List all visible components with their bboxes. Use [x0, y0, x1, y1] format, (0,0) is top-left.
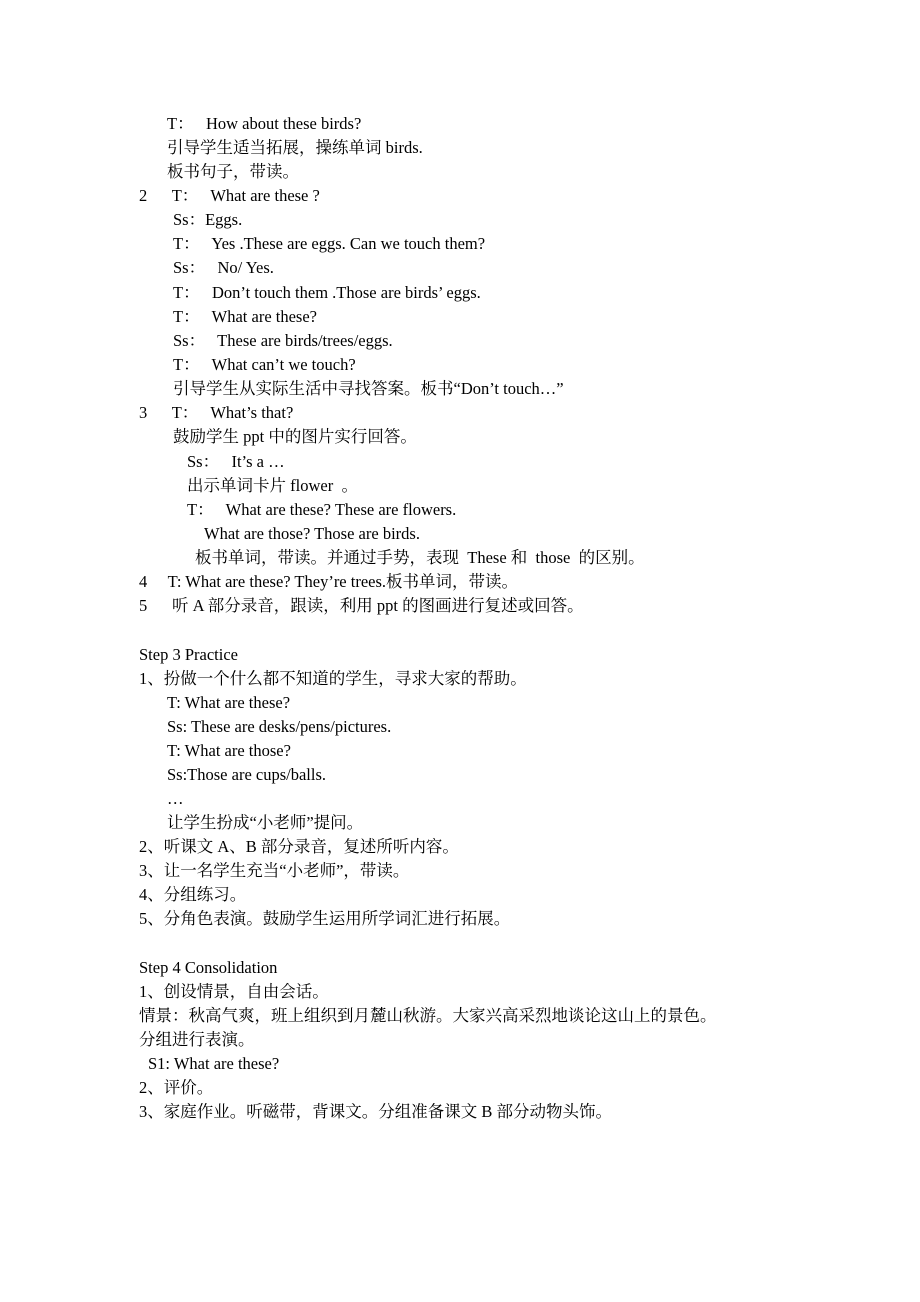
- numbered-item: 2 T： What are these ?: [139, 186, 320, 205]
- section-heading: Step 4 Consolidation: [139, 958, 278, 977]
- numbered-item: 3、家庭作业。听磁带，背课文。分组准备课文 B 部分动物头饰。: [139, 1102, 613, 1121]
- numbered-item: 2、评价。: [139, 1078, 214, 1097]
- instruction-line: 板书句子，带读。: [167, 162, 299, 181]
- instruction-line: 让学生扮成“小老师”提问。: [167, 813, 364, 832]
- dialogue-line: T: What are these?: [167, 693, 291, 712]
- numbered-item: 5、分角色表演。鼓励学生运用所学词汇进行拓展。: [139, 909, 511, 928]
- instruction-line: 板书单词，带读。并通过手势，表现 These 和 those 的区别。: [195, 548, 645, 567]
- numbered-item: 4、分组练习。: [139, 885, 247, 904]
- dialogue-line: What are those? Those are birds.: [204, 524, 420, 543]
- instruction-line: 引导学生适当拓展，操练单词 birds.: [167, 138, 423, 157]
- scenario-line: 情景：秋高气爽，班上组织到月麓山秋游。大家兴高采烈地谈论这山上的景色。: [139, 1006, 717, 1025]
- numbered-item: 5 听 A 部分录音，跟读，利用 ppt 的图画进行复述或回答。: [139, 596, 584, 615]
- numbered-item: 4 T: What are these? They’re trees.板书单词，带读。: [139, 572, 519, 591]
- dialogue-line: T: What are those?: [167, 741, 291, 760]
- dialogue-line: T： Yes .These are eggs. Can we touch them?: [173, 234, 486, 253]
- dialogue-line: S1: What are these?: [148, 1054, 280, 1073]
- dialogue-line: T： Don’t touch them .Those are birds’ eggs.: [173, 283, 481, 302]
- section-heading: Step 3 Practice: [139, 645, 238, 664]
- dialogue-line: T： What are these?: [173, 307, 318, 326]
- dialogue-line: T： What can’t we touch?: [173, 355, 356, 374]
- numbered-item: 3 T： What’s that?: [139, 403, 294, 422]
- instruction-line: 分组进行表演。: [139, 1030, 255, 1049]
- numbered-item: 3、让一名学生充当“小老师”，带读。: [139, 861, 410, 880]
- numbered-item: 2、听课文 A、B 部分录音，复述所听内容。: [139, 837, 459, 856]
- dialogue-line: Ss:Those are cups/balls.: [167, 765, 327, 784]
- dialogue-line: T： How about these birds?: [167, 114, 362, 133]
- ellipsis-line: …: [167, 789, 184, 808]
- dialogue-line: Ss: These are desks/pens/pictures.: [167, 717, 392, 736]
- instruction-line: 出示单词卡片 flower 。: [187, 476, 358, 495]
- numbered-item: 1、扮做一个什么都不知道的学生，寻求大家的帮助。: [139, 669, 527, 688]
- dialogue-line: Ss： It’s a …: [187, 452, 285, 471]
- dialogue-line: T： What are these? These are flowers.: [187, 500, 457, 519]
- dialogue-line: Ss： No/ Yes.: [173, 258, 274, 277]
- instruction-line: 引导学生从实际生活中寻找答案。板书“Don’t touch…”: [173, 379, 564, 398]
- dialogue-line: Ss：Eggs.: [173, 210, 243, 229]
- dialogue-line: Ss： These are birds/trees/eggs.: [173, 331, 393, 350]
- instruction-line: 鼓励学生 ppt 中的图片实行回答。: [173, 427, 417, 446]
- numbered-item: 1、创设情景，自由会话。: [139, 982, 329, 1001]
